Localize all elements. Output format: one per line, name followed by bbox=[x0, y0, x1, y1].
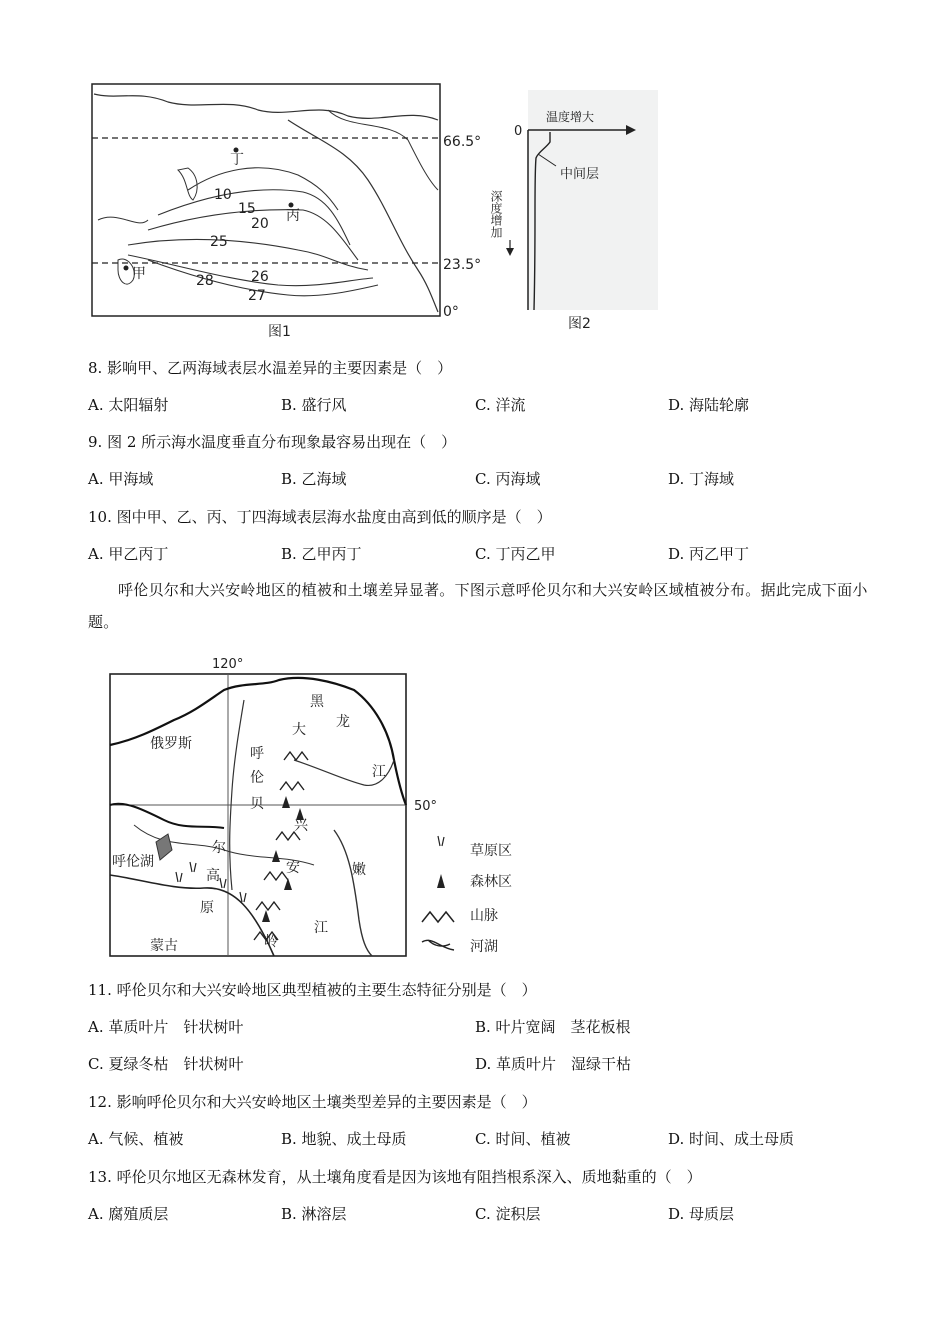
label-hulunbeier: 贝 bbox=[250, 796, 264, 812]
q9-option-c[interactable]: C. 丙海域 bbox=[475, 470, 541, 488]
isotherm-label: 28 bbox=[196, 273, 214, 289]
label-plateau: 原 bbox=[200, 900, 214, 916]
label-hulunbeier: 伦 bbox=[250, 770, 264, 786]
q12-option-d[interactable]: D. 时间、成土母质 bbox=[668, 1130, 795, 1148]
label-nenjiang: 嫩 bbox=[352, 862, 366, 878]
layer-annotation: 中间层 bbox=[560, 167, 600, 182]
label-hulunbeier: 尔 bbox=[212, 840, 226, 856]
label-heilongjiang: 龙 bbox=[336, 714, 350, 730]
label-daxinganling: 大 bbox=[292, 722, 306, 738]
label-daxinganling: 岭 bbox=[264, 934, 278, 950]
isotherm-label: 20 bbox=[251, 216, 269, 232]
label-hulun-lake: 呼伦湖 bbox=[112, 854, 154, 870]
isotherm-label: 25 bbox=[210, 234, 228, 250]
q12-option-c[interactable]: C. 时间、植被 bbox=[475, 1130, 571, 1148]
isotherm-label: 10 bbox=[214, 187, 232, 203]
point-ding: 丁 bbox=[230, 152, 244, 168]
q11-option-d[interactable]: D. 革质叶片 湿绿干枯 bbox=[475, 1055, 632, 1073]
latitude-label: 66.5° bbox=[443, 134, 482, 150]
question-10-stem: 10. 图中甲、乙、丙、丁四海域表层海水盐度由高到低的顺序是（ ） bbox=[88, 508, 552, 526]
legend-grass: 草原区 bbox=[470, 843, 512, 859]
q8-option-a[interactable]: A. 太阳辐射 bbox=[88, 396, 169, 414]
label-daxinganling: 安 bbox=[286, 860, 300, 876]
grass-icon bbox=[438, 836, 444, 846]
q13-option-a[interactable]: A. 腐殖质层 bbox=[88, 1205, 169, 1223]
question-11-stem: 11. 呼伦贝尔和大兴安岭地区典型植被的主要生态特征分别是（ ） bbox=[88, 981, 537, 999]
intro-paragraph: 呼伦贝尔和大兴安岭地区的植被和土壤差异显著。下图示意呼伦贝尔和大兴安岭区域植被分布。据此完成下面小题。 bbox=[88, 581, 868, 631]
forest-icon bbox=[437, 874, 445, 888]
longitude-label: 120° bbox=[212, 657, 244, 672]
q10-option-b[interactable]: B. 乙甲丙丁 bbox=[281, 545, 362, 563]
legend-forest: 森林区 bbox=[470, 874, 512, 890]
q8-option-b[interactable]: B. 盛行风 bbox=[281, 396, 347, 414]
axis-left-label: 深度增加 bbox=[489, 190, 503, 238]
label-heilongjiang: 江 bbox=[372, 764, 386, 780]
q8-option-c[interactable]: C. 洋流 bbox=[475, 396, 526, 414]
label-plateau: 高 bbox=[206, 868, 220, 884]
q8-option-d[interactable]: D. 海陆轮廓 bbox=[668, 396, 750, 414]
q9-option-a[interactable]: A. 甲海域 bbox=[88, 470, 154, 488]
latitude-label: 50° bbox=[414, 799, 438, 814]
q10-option-a[interactable]: A. 甲乙丙丁 bbox=[88, 545, 169, 563]
label-heilongjiang: 黑 bbox=[310, 694, 324, 710]
mountain-icon bbox=[422, 912, 454, 922]
river-icon bbox=[422, 940, 454, 950]
q13-option-d[interactable]: D. 母质层 bbox=[668, 1205, 735, 1223]
label-nenjiang: 江 bbox=[314, 920, 328, 936]
isotherm-label: 27 bbox=[248, 288, 266, 304]
vegetation-map bbox=[104, 650, 534, 965]
axis-top-label: 温度增大 bbox=[546, 110, 595, 124]
q9-option-b[interactable]: B. 乙海域 bbox=[281, 470, 347, 488]
q10-option-d[interactable]: D. 丙乙甲丁 bbox=[668, 545, 750, 563]
q9-option-d[interactable]: D. 丁海域 bbox=[668, 470, 735, 488]
latitude-label: 0° bbox=[443, 304, 459, 320]
q11-option-a[interactable]: A. 革质叶片 针状树叶 bbox=[88, 1018, 244, 1036]
axis-zero: 0 bbox=[514, 124, 523, 139]
question-8-stem: 8. 影响甲、乙两海域表层水温差异的主要因素是（ ） bbox=[88, 359, 453, 377]
q10-option-c[interactable]: C. 丁丙乙甲 bbox=[475, 545, 556, 563]
label-russia: 俄罗斯 bbox=[150, 736, 192, 752]
isotherm-label: 26 bbox=[251, 269, 269, 285]
question-12-stem: 12. 影响呼伦贝尔和大兴安岭地区土壤类型差异的主要因素是（ ） bbox=[88, 1093, 537, 1111]
isotherm-label: 15 bbox=[238, 201, 256, 217]
point-jia: 甲 bbox=[132, 266, 146, 282]
q13-option-c[interactable]: C. 淀积层 bbox=[475, 1205, 541, 1223]
point-bing: 丙 bbox=[286, 208, 300, 224]
figure-2-profile bbox=[488, 90, 663, 340]
latitude-label: 23.5° bbox=[443, 257, 482, 273]
figure-caption: 图1 bbox=[268, 324, 291, 340]
q13-option-b[interactable]: B. 淋溶层 bbox=[281, 1205, 347, 1223]
label-mongolia: 蒙古 bbox=[150, 938, 178, 954]
q12-option-a[interactable]: A. 气候、植被 bbox=[88, 1130, 184, 1148]
legend-mountain: 山脉 bbox=[470, 908, 498, 924]
figure-caption: 图2 bbox=[568, 316, 591, 332]
question-9-stem: 9. 图 2 所示海水温度垂直分布现象最容易出现在（ ） bbox=[88, 433, 457, 451]
legend-river: 河湖 bbox=[470, 939, 498, 955]
q12-option-b[interactable]: B. 地貌、成土母质 bbox=[281, 1130, 407, 1148]
figure-1-map bbox=[88, 80, 498, 340]
label-daxinganling: 兴 bbox=[294, 818, 308, 834]
question-13-stem: 13. 呼伦贝尔地区无森林发育，从土壤角度看是因为该地有阻挡根系深入、质地黏重的（ ） bbox=[88, 1168, 702, 1186]
label-hulunbeier: 呼 bbox=[250, 746, 264, 762]
map-legend bbox=[422, 836, 512, 955]
q11-option-c[interactable]: C. 夏绿冬枯 针状树叶 bbox=[88, 1055, 244, 1073]
q11-option-b[interactable]: B. 叶片宽阔 茎花板根 bbox=[475, 1018, 631, 1036]
